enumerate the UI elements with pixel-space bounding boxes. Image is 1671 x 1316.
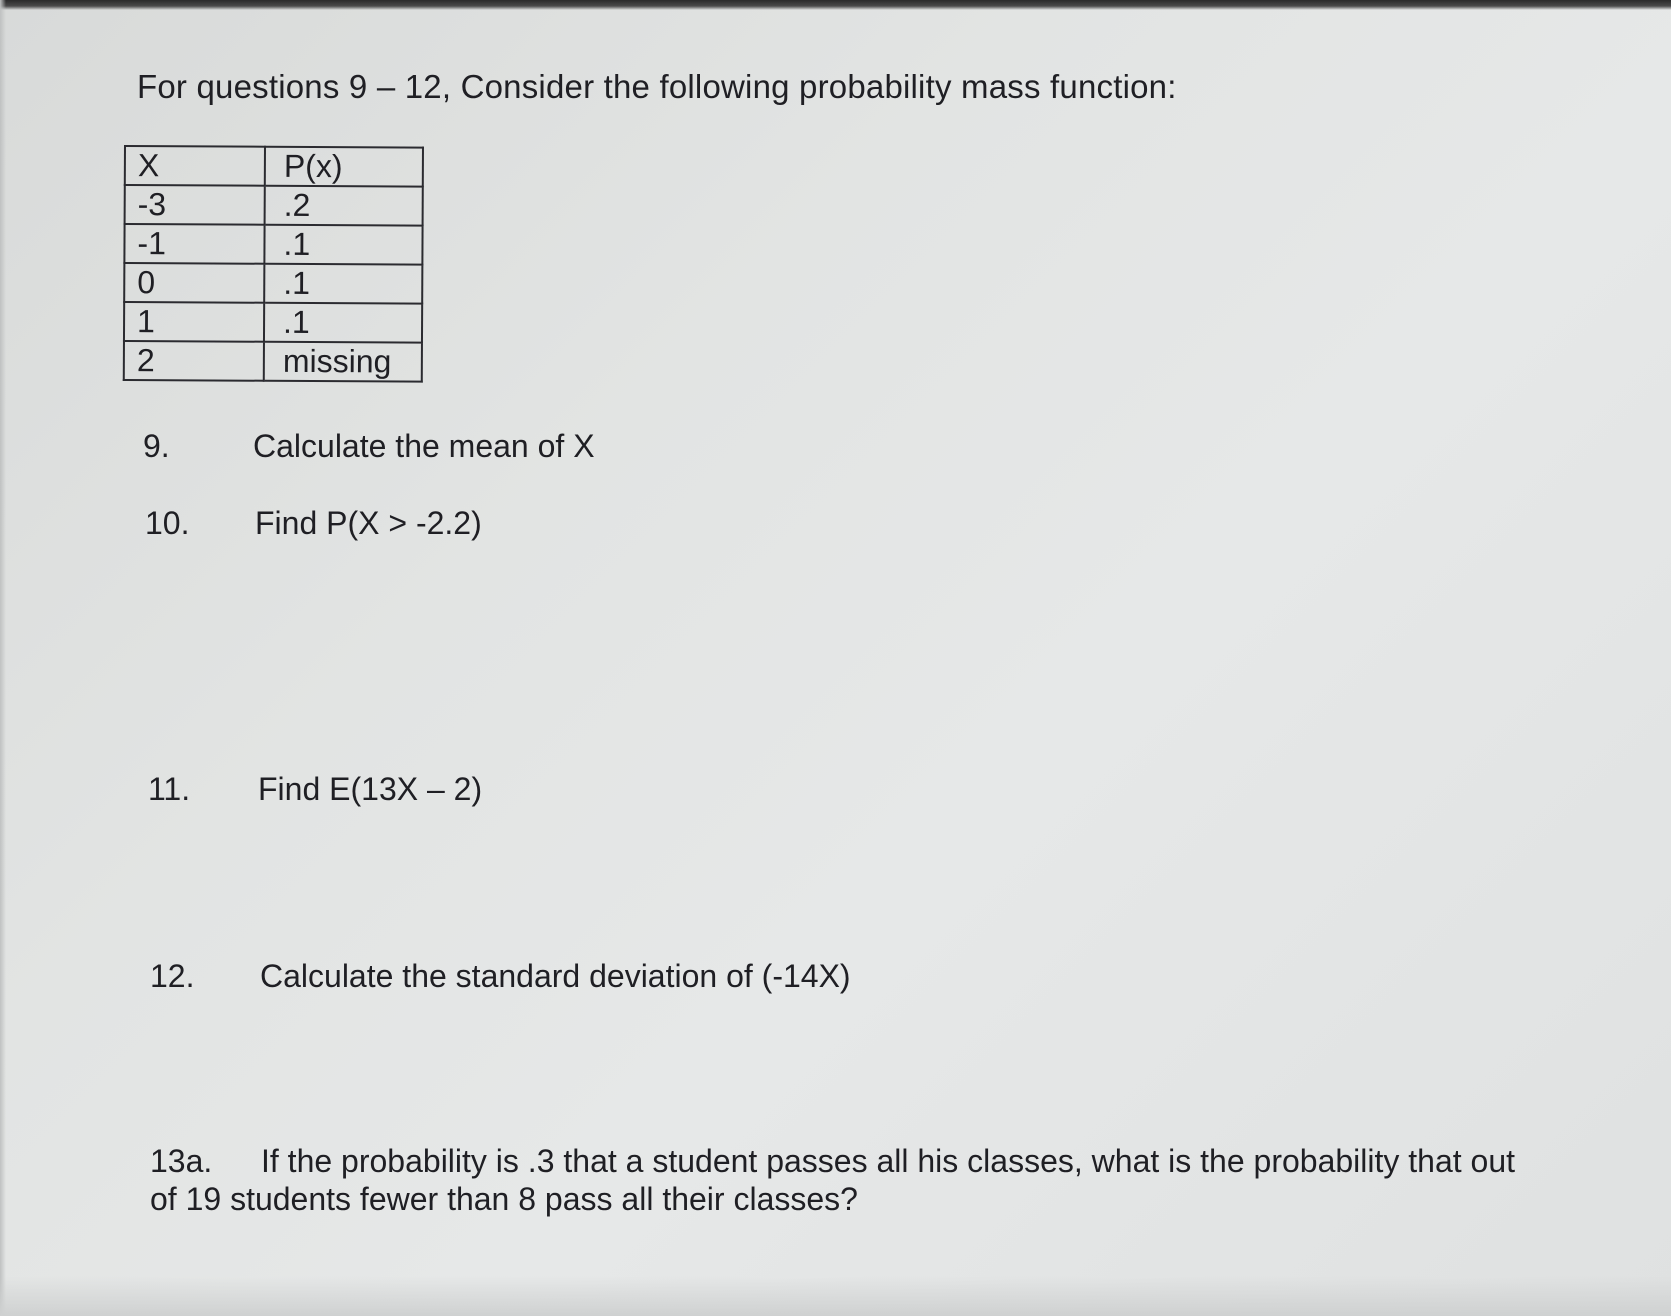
question-13a <box>150 1142 1550 1218</box>
cell-px: missing <box>264 342 422 382</box>
table-row <box>124 302 422 343</box>
table-row <box>125 185 423 226</box>
cell-px: .2 <box>265 186 423 226</box>
question-text: If the probability is .3 that a student passes all his classes, what is the probability that out of 19 students fewer than 8 pass all their classes? <box>150 1143 1516 1217</box>
cell-px: .1 <box>264 303 422 343</box>
question-text: Calculate the mean of X <box>253 428 595 464</box>
question-number: 13a. <box>150 1143 213 1179</box>
photo-bottom-shade <box>0 1276 1671 1316</box>
cell-px: .1 <box>264 264 422 304</box>
page-heading: For questions 9 – 12, Consider the following probability mass function: <box>137 68 1177 105</box>
question-text: Calculate the standard deviation of (-14X) <box>260 958 851 994</box>
question-number: 9. <box>143 428 170 464</box>
question-text: Find P(X > -2.2) <box>255 505 482 541</box>
cell-x: -3 <box>125 185 265 225</box>
table-row <box>124 341 422 382</box>
question-number: 10. <box>145 505 190 541</box>
cell-px: .1 <box>264 225 422 265</box>
photo-left-edge <box>0 0 6 1316</box>
question-number: 11. <box>148 771 191 807</box>
pmf-table <box>123 145 424 383</box>
table-row <box>124 263 422 304</box>
cell-x: 0 <box>124 263 264 303</box>
header-x: X <box>125 146 265 186</box>
table-row <box>124 224 422 265</box>
cell-x: 1 <box>124 302 264 342</box>
cell-x: 2 <box>124 341 264 381</box>
photo-top-edge <box>0 0 1671 10</box>
table-header-row <box>125 146 423 187</box>
cell-x: -1 <box>124 224 264 264</box>
question-number: 12. <box>150 958 195 994</box>
question-text: Find E(13X – 2) <box>258 771 483 807</box>
header-px: P(x) <box>265 147 423 187</box>
